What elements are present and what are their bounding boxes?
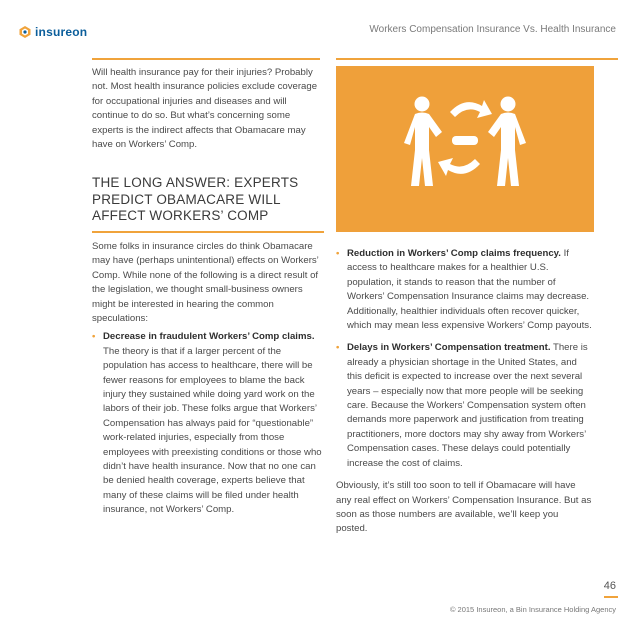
bullet-list-left	[92, 330, 324, 517]
closing-paragraph: Obviously, it’s still too soon to tell if Obamacare will have any real effect on Workers’ Compensation Insurance. But as soon as those numbers are available, we’ll keep you posted.	[336, 480, 592, 535]
bullet-text: If access to healthcare makes for a healthier U.S. population, it stands to reason that the number of Workers’ Compensation Insurance claims may decrease. Additionally, healthier individuals often recover quicker, which may mean less expensive Workers’ Comp payouts.	[347, 248, 592, 332]
right-column	[336, 247, 592, 537]
list-item	[92, 330, 324, 517]
section-heading: THE LONG ANSWER: EXPERTS PREDICT OBAMACARE WILL AFFECT WORKERS’ COMP	[92, 175, 324, 233]
insureon-logo-icon	[18, 25, 32, 39]
header-divider-right	[336, 58, 618, 60]
insureon-logo[interactable]	[18, 25, 87, 39]
page-header	[0, 0, 638, 58]
page-number-divider	[604, 596, 618, 598]
bullet-title: Decrease in fraudulent Workers’ Comp claims.	[103, 331, 315, 343]
bullet-text: The theory is that if a larger percent of the population has access to healthcare, there will be fewer reasons for employees to blame the back injury they sustained while doing yard work on the labors of their job. These folks argue that Workers’ Compensation has always paid for “questionable” work-related injuries, especially from those employees with preexisting conditions or those who didn’t have health insurance. Now that no one can be denied health coverage, experts believe that many of these claims will be filed under health insurance, not Workers’ Comp.	[103, 345, 322, 516]
copyright-notice: © 2015 Insureon, a Bin Insurance Holding Agency	[449, 605, 616, 614]
intro-paragraph: Will health insurance pay for their injuries? Probably not. Most health insurance policies exclude coverage for occupational injuries and diseases and will continue to do so. But what’s concerning some experts is the indirect affects that Obamacare may have on Workers’ Comp.	[92, 67, 318, 151]
logo-text: insureon	[35, 25, 88, 39]
bullet-icon: •	[336, 248, 340, 259]
bullet-title: Reduction in Workers’ Comp claims frequency.	[347, 248, 561, 259]
illustration	[336, 66, 594, 232]
left-column	[92, 66, 324, 518]
list-item	[336, 247, 592, 333]
list-item	[336, 341, 592, 471]
bullet-title: Delays in Workers’ Compensation treatment.	[347, 342, 551, 354]
bullet-text: There is already a physician shortage in the United States, and this deficit is expected to increase over the next several years – especially now that more people will be seeking care. Because the Workers’ Compensation system often demands more paperwork and justification from treating practitioners, more doctors may shy away from Workers’ Compensation cases. These delays could potentially increase the cost of claims.	[347, 342, 588, 469]
header-divider-left	[92, 58, 320, 60]
bullet-icon: •	[92, 331, 96, 343]
document-title: Workers Compensation Insurance Vs. Health Insurance	[369, 24, 616, 35]
two-people-exchange-icon	[336, 66, 594, 232]
bullet-list-right	[336, 247, 592, 471]
page-number: 46	[603, 580, 616, 592]
section-body: Some folks in insurance circles do think Obamacare may have (perhaps unintentional) effects on Workers’ Comp. While none of the following is a direct result of the legislation, we thought small-business owners might be interested in hearing the common speculations:	[92, 240, 319, 324]
bullet-icon: •	[336, 342, 340, 354]
